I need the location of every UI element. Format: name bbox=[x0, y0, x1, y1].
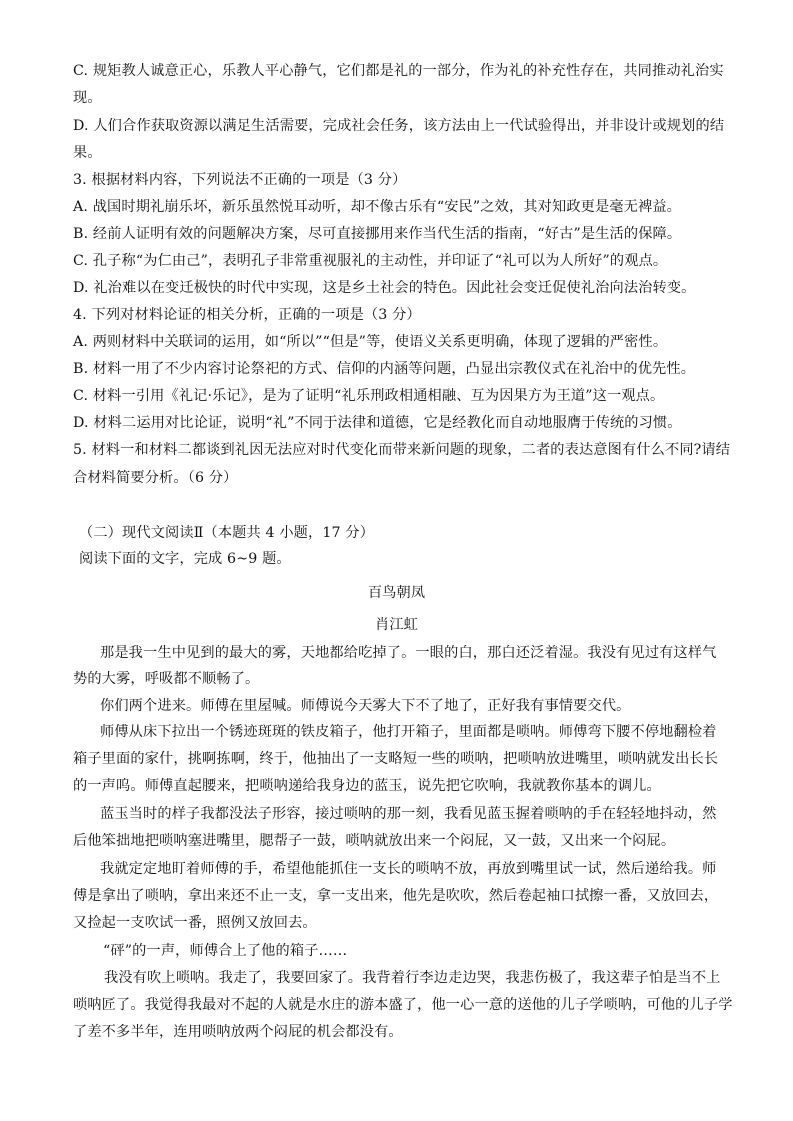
q2-option-c-line1: C. 规矩教人诚意正心，乐教人平心静气，它们都是礼的一部分，作为礼的补充性存在，共同推动礼治实 bbox=[73, 63, 724, 79]
story-p7-line3: 了差不多半年，连用唢呐放两个闷屁的机会都没有。 bbox=[73, 1024, 403, 1040]
story-p5-line3: 又捡起一支吹试一番，照例又放回去。 bbox=[73, 915, 317, 931]
story-p1-line2: 势的大雾，呼吸都不顺畅了。 bbox=[73, 671, 260, 687]
q3-option-b: B. 经前人证明有效的问题解决方案，尽可直接挪用来作当代生活的指南，“好古”是生活的保障。 bbox=[73, 226, 682, 242]
section2-instruction: 阅读下面的文字，完成 6~9 题。 bbox=[79, 551, 291, 567]
story-p1-line1: 那是我一生中见到的最大的雾，天地都给吃掉了。一眼的白，那白还泛着湿。我没有见过有这样气 bbox=[100, 645, 717, 661]
q2-option-d-line2: 果。 bbox=[73, 145, 102, 161]
q4-option-d: D. 材料二运用对比论证，说明“礼”不同于法律和道德，它是经教化而自动地服膺于传统的习惯。 bbox=[73, 415, 682, 431]
story-author: 肖江虹 bbox=[374, 617, 418, 633]
q3-option-c: C. 孔子称“为仁由己”，表明孔子非常重视服礼的主动性，并印证了“礼可以为人所好”的观点。 bbox=[73, 253, 668, 269]
q4-option-c: C. 材料一引用《礼记·乐记》，是为了证明“礼乐刑政相通相融、互为因果方为王道”这一观点。 bbox=[73, 388, 665, 404]
story-p3-line3: 的一声呜。师傅直起腰来，把唢呐递给我身边的蓝玉，说先把它吹响，我就教你基本的调儿。 bbox=[73, 778, 661, 794]
story-p2-line1: 你们两个进来。师傅在里屋喊。师傅说今天雾大下不了地了，正好我有事情要交代。 bbox=[100, 698, 631, 714]
story-p4-line2: 后他笨拙地把唢呐塞进嘴里，腮帮子一鼓，唢呐就放出来一个闷屁，又一鼓，又出来一个闷屁。 bbox=[73, 833, 676, 849]
story-p3-line2: 箱子里面的家什，挑啊拣啊，终于，他抽出了一支略短一些的唢呐，把唢呐放进嘴里，唢呐就发出长长 bbox=[73, 751, 719, 767]
q4-option-a: A. 两则材料中关联词的运用，如“所以”“但是”等，使语义关系更明确，体现了逻辑的严密性。 bbox=[73, 334, 668, 350]
q2-option-c-line2: 现。 bbox=[73, 90, 102, 106]
story-p7-line1: 我没有吹上唢呐。我走了，我要回家了。我背着行李边走边哭，我悲伤极了，我这辈子怕是当不上 bbox=[104, 970, 721, 986]
q2-option-d-line1: D. 人们合作获取资源以满足生活需要，完成社会任务，该方法由上一代试验得出，并非设计或规划的结 bbox=[73, 118, 725, 134]
story-p3-line1: 师傅从床下拉出一个锈迹斑斑的铁皮箱子，他打开箱子，里面都是唢呐。师傅弯下腰不停地翻检着 bbox=[100, 724, 717, 740]
story-p7-line2: 唢呐匠了。我觉得我最对不起的人就是水庄的游本盛了，他一心一意的送他的儿子学唢呐，可他的儿子学 bbox=[73, 997, 733, 1013]
q5-line1: 5. 材料一和材料二都谈到礼因无法应对时代变化而带来新问题的现象，二者的表达意图有什么不同?请结 bbox=[73, 442, 731, 458]
section2-header: （二）现代文阅读Ⅱ（本题共 4 小题，17 分） bbox=[79, 525, 375, 541]
q3-stem: 3. 根据材料内容，下列说法不正确的一项是（3 分） bbox=[73, 172, 407, 188]
q3-option-a: A. 战国时期礼崩乐坏，新乐虽然悦耳动听，却不像古乐有“安民”之效，其对知政更是毫无裨益。 bbox=[73, 199, 682, 215]
q3-option-d: D. 礼治难以在变迁极快的时代中实现，这是乡土社会的特色。因此社会变迁促使礼治向法治转变。 bbox=[73, 280, 696, 296]
story-p6-line1: “砰”的一声，师傅合上了他的箱子…… bbox=[103, 943, 348, 959]
story-p4-line1: 蓝玉当时的样子我都没法子形容，接过唢呐的那一刻，我看见蓝玉握着唢呐的手在轻轻地抖动，然 bbox=[100, 806, 717, 822]
story-p5-line1: 我就定定地盯着师傅的手，希望他能抓住一支长的唢呐不放，再放到嘴里试一试，然后递给我。师 bbox=[100, 861, 717, 877]
q5-line2: 合材料简要分析。（6 分） bbox=[73, 470, 238, 486]
q4-option-b: B. 材料一用了不少内容讨论祭祀的方式、信仰的内涵等问题，凸显出宗教仪式在礼治中的优先性。 bbox=[73, 361, 696, 377]
q4-stem: 4. 下列对材料论证的相关分析，正确的一项是（3 分） bbox=[73, 307, 421, 323]
story-p5-line2: 傅是拿出了唢呐，拿出来还不止一支，拿一支出来，他先是吹吹，然后卷起袖口拭擦一番，又放回去， bbox=[73, 888, 719, 904]
story-title: 百鸟朝凤 bbox=[367, 585, 426, 601]
